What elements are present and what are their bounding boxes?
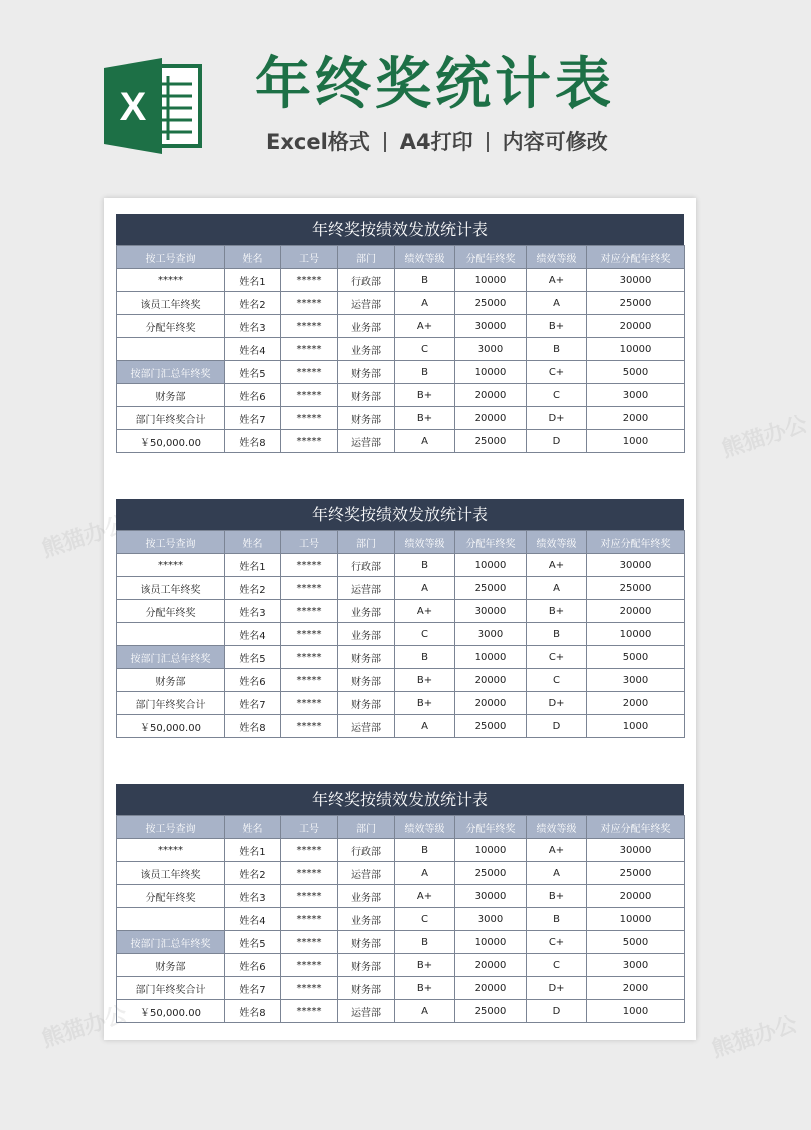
table-cell: ***** xyxy=(281,361,338,384)
table-cell: B xyxy=(395,269,455,292)
column-header: 对应分配年终奖 xyxy=(587,531,685,554)
table-cell: 财务部 xyxy=(338,361,395,384)
table-cell: ***** xyxy=(281,954,338,977)
table-row xyxy=(117,885,685,908)
table-cell[interactable]: 分配年终奖 xyxy=(117,885,225,908)
table-cell: 25000 xyxy=(455,1000,527,1023)
table-cell: 业务部 xyxy=(338,338,395,361)
table-cell: 25000 xyxy=(455,430,527,453)
table-cell[interactable]: 该员工年终奖 xyxy=(117,292,225,315)
table-cell: ***** xyxy=(281,977,338,1000)
table-cell: 姓名1 xyxy=(225,554,281,577)
table-cell: 5000 xyxy=(587,361,685,384)
table-cell: A+ xyxy=(527,269,587,292)
table-cell: 1000 xyxy=(587,715,685,738)
table-row xyxy=(117,931,685,954)
table-header-row xyxy=(117,531,685,554)
column-header: 部门 xyxy=(338,816,395,839)
table-cell[interactable]: 按部门汇总年终奖 xyxy=(117,931,225,954)
table-row xyxy=(117,692,685,715)
table-header-row xyxy=(117,246,685,269)
column-header: 对应分配年终奖 xyxy=(587,246,685,269)
table-cell: 姓名4 xyxy=(225,338,281,361)
table-row xyxy=(117,269,685,292)
table-cell: ***** xyxy=(281,384,338,407)
table-row xyxy=(117,715,685,738)
table-cell: 25000 xyxy=(587,577,685,600)
table-cell[interactable]: ***** xyxy=(117,839,225,862)
table-cell[interactable]: ￥50,000.00 xyxy=(117,1000,225,1023)
table-cell: ***** xyxy=(281,554,338,577)
table-cell: 姓名2 xyxy=(225,292,281,315)
table-cell: B+ xyxy=(395,407,455,430)
table-cell: 运营部 xyxy=(338,430,395,453)
table-cell: A xyxy=(527,862,587,885)
table-cell: 姓名5 xyxy=(225,361,281,384)
bonus-table xyxy=(116,815,685,1023)
table-cell: 30000 xyxy=(587,269,685,292)
page-header xyxy=(0,0,800,190)
table-cell: 10000 xyxy=(455,931,527,954)
table-cell: 姓名3 xyxy=(225,885,281,908)
table-cell: 30000 xyxy=(455,885,527,908)
watermark: 熊猫办公 xyxy=(38,511,131,563)
table-cell[interactable]: 分配年终奖 xyxy=(117,600,225,623)
table-cell: 25000 xyxy=(587,862,685,885)
watermark: 熊猫办公 xyxy=(708,1011,801,1063)
table-cell: A xyxy=(395,292,455,315)
table-cell: 20000 xyxy=(587,315,685,338)
table-cell: B xyxy=(395,554,455,577)
column-header: 分配年终奖 xyxy=(455,246,527,269)
table-cell: 姓名2 xyxy=(225,577,281,600)
table-row xyxy=(117,862,685,885)
table-cell: A+ xyxy=(395,315,455,338)
table-cell[interactable]: 该员工年终奖 xyxy=(117,577,225,600)
table-cell[interactable]: ￥50,000.00 xyxy=(117,430,225,453)
table-cell: 20000 xyxy=(455,954,527,977)
table-cell: C+ xyxy=(527,931,587,954)
table-cell[interactable] xyxy=(117,623,225,646)
table-row xyxy=(117,839,685,862)
table-cell: 10000 xyxy=(587,338,685,361)
table-row xyxy=(117,361,685,384)
column-header: 按工号查询 xyxy=(117,816,225,839)
table-cell[interactable]: 该员工年终奖 xyxy=(117,862,225,885)
table-cell: 3000 xyxy=(455,908,527,931)
table-cell: 2000 xyxy=(587,977,685,1000)
table-cell: A xyxy=(527,577,587,600)
table-cell: 行政部 xyxy=(338,839,395,862)
table-cell: 姓名7 xyxy=(225,407,281,430)
page-title: 年终奖统计表 xyxy=(255,52,615,117)
table-cell: 10000 xyxy=(587,623,685,646)
column-header: 绩效等级 xyxy=(395,246,455,269)
table-cell: 财务部 xyxy=(338,669,395,692)
table-cell: 20000 xyxy=(455,692,527,715)
table-cell[interactable]: 按部门汇总年终奖 xyxy=(117,361,225,384)
table-cell: ***** xyxy=(281,577,338,600)
table-cell: 姓名3 xyxy=(225,600,281,623)
table-cell: ***** xyxy=(281,885,338,908)
table-cell[interactable]: ***** xyxy=(117,269,225,292)
sheet-title: 年终奖按绩效发放统计表 xyxy=(116,214,684,245)
excel-logo-icon xyxy=(104,58,204,154)
table-cell: 财务部 xyxy=(338,977,395,1000)
watermark: 熊猫办公 xyxy=(38,1001,131,1053)
table-cell: A xyxy=(395,715,455,738)
subtitle-print: A4打印 xyxy=(399,130,473,154)
table-row xyxy=(117,1000,685,1023)
table-cell: 财务部 xyxy=(338,646,395,669)
table-cell: B xyxy=(395,646,455,669)
subtitle xyxy=(266,127,608,157)
table-cell[interactable]: 部门年终奖合计 xyxy=(117,977,225,1000)
column-header: 姓名 xyxy=(225,246,281,269)
table-cell: A xyxy=(395,862,455,885)
table-cell: 3000 xyxy=(587,384,685,407)
bonus-sheet xyxy=(116,499,684,738)
table-cell: 姓名8 xyxy=(225,1000,281,1023)
table-cell: 30000 xyxy=(587,554,685,577)
table-cell: 姓名6 xyxy=(225,669,281,692)
table-cell: C xyxy=(527,669,587,692)
table-cell: ***** xyxy=(281,931,338,954)
column-header: 姓名 xyxy=(225,816,281,839)
table-cell: 行政部 xyxy=(338,554,395,577)
column-header: 分配年终奖 xyxy=(455,816,527,839)
table-cell: 25000 xyxy=(455,715,527,738)
column-header: 部门 xyxy=(338,246,395,269)
table-row xyxy=(117,577,685,600)
table-cell: 姓名8 xyxy=(225,715,281,738)
table-cell: C+ xyxy=(527,361,587,384)
table-cell: 财务部 xyxy=(338,384,395,407)
table-cell: 业务部 xyxy=(338,908,395,931)
table-cell[interactable]: 财务部 xyxy=(117,954,225,977)
table-cell: A xyxy=(395,1000,455,1023)
table-cell: 10000 xyxy=(455,361,527,384)
table-cell: 业务部 xyxy=(338,623,395,646)
table-cell: 30000 xyxy=(587,839,685,862)
column-header: 姓名 xyxy=(225,531,281,554)
table-cell: 运营部 xyxy=(338,577,395,600)
table-header-row xyxy=(117,816,685,839)
table-cell: 姓名8 xyxy=(225,430,281,453)
table-cell: 运营部 xyxy=(338,862,395,885)
table-cell: B+ xyxy=(527,600,587,623)
table-cell[interactable]: ￥50,000.00 xyxy=(117,715,225,738)
table-cell: 30000 xyxy=(455,600,527,623)
table-cell: 运营部 xyxy=(338,292,395,315)
table-cell: 2000 xyxy=(587,407,685,430)
table-row xyxy=(117,600,685,623)
table-cell: A+ xyxy=(527,839,587,862)
table-cell: 25000 xyxy=(587,292,685,315)
table-cell: 姓名7 xyxy=(225,692,281,715)
table-cell: B xyxy=(527,623,587,646)
table-cell: B xyxy=(527,908,587,931)
column-header: 绩效等级 xyxy=(395,816,455,839)
table-row xyxy=(117,292,685,315)
table-row xyxy=(117,977,685,1000)
table-cell[interactable]: 财务部 xyxy=(117,669,225,692)
watermark: 熊猫办公 xyxy=(718,411,811,463)
table-cell: 姓名3 xyxy=(225,315,281,338)
table-cell: ***** xyxy=(281,862,338,885)
table-cell: 财务部 xyxy=(338,931,395,954)
table-cell: D+ xyxy=(527,692,587,715)
table-cell: 业务部 xyxy=(338,600,395,623)
table-cell[interactable]: 部门年终奖合计 xyxy=(117,692,225,715)
bonus-sheet xyxy=(116,784,684,1023)
table-cell: B+ xyxy=(527,315,587,338)
table-cell: 姓名6 xyxy=(225,954,281,977)
table-cell[interactable] xyxy=(117,338,225,361)
table-cell: 行政部 xyxy=(338,269,395,292)
table-row xyxy=(117,384,685,407)
table-cell: B+ xyxy=(395,692,455,715)
table-cell: 姓名7 xyxy=(225,977,281,1000)
table-cell: ***** xyxy=(281,646,338,669)
table-cell: C xyxy=(395,908,455,931)
table-cell: D xyxy=(527,430,587,453)
table-row xyxy=(117,338,685,361)
table-cell: D xyxy=(527,1000,587,1023)
table-cell: ***** xyxy=(281,292,338,315)
bonus-table xyxy=(116,245,685,453)
table-cell: 10000 xyxy=(455,646,527,669)
table-cell: 财务部 xyxy=(338,692,395,715)
table-cell: 姓名4 xyxy=(225,623,281,646)
table-cell[interactable]: 部门年终奖合计 xyxy=(117,407,225,430)
column-header: 对应分配年终奖 xyxy=(587,816,685,839)
table-cell: A+ xyxy=(395,885,455,908)
table-cell: 姓名6 xyxy=(225,384,281,407)
table-cell: 10000 xyxy=(587,908,685,931)
table-cell: A+ xyxy=(527,554,587,577)
sheet-title: 年终奖按绩效发放统计表 xyxy=(116,784,684,815)
table-cell: ***** xyxy=(281,692,338,715)
table-cell: 1000 xyxy=(587,1000,685,1023)
table-cell: ***** xyxy=(281,715,338,738)
table-row xyxy=(117,908,685,931)
table-cell: 10000 xyxy=(455,554,527,577)
table-cell: 30000 xyxy=(455,315,527,338)
column-header: 工号 xyxy=(281,531,338,554)
table-cell[interactable]: 按部门汇总年终奖 xyxy=(117,646,225,669)
column-header: 绩效等级 xyxy=(395,531,455,554)
table-cell: B+ xyxy=(395,384,455,407)
table-cell: C xyxy=(395,338,455,361)
sheet-title: 年终奖按绩效发放统计表 xyxy=(116,499,684,530)
table-row xyxy=(117,623,685,646)
logo-letter: X xyxy=(119,85,147,129)
table-cell: B+ xyxy=(395,954,455,977)
column-header: 工号 xyxy=(281,816,338,839)
table-cell: B xyxy=(395,839,455,862)
table-cell: 3000 xyxy=(587,669,685,692)
subtitle-editable: 内容可修改 xyxy=(502,130,608,154)
table-cell: ***** xyxy=(281,269,338,292)
table-cell: 20000 xyxy=(455,669,527,692)
table-cell: 1000 xyxy=(587,430,685,453)
table-row xyxy=(117,646,685,669)
bonus-table xyxy=(116,530,685,738)
column-header: 绩效等级 xyxy=(527,531,587,554)
column-header: 绩效等级 xyxy=(527,816,587,839)
table-cell: C xyxy=(527,384,587,407)
table-cell: C+ xyxy=(527,646,587,669)
table-cell: 25000 xyxy=(455,862,527,885)
table-cell: ***** xyxy=(281,338,338,361)
table-cell: 运营部 xyxy=(338,715,395,738)
table-cell[interactable]: ***** xyxy=(117,554,225,577)
separator xyxy=(487,132,489,152)
column-header: 工号 xyxy=(281,246,338,269)
table-cell: 25000 xyxy=(455,292,527,315)
separator xyxy=(384,132,386,152)
table-cell: ***** xyxy=(281,908,338,931)
column-header: 绩效等级 xyxy=(527,246,587,269)
table-cell: 20000 xyxy=(455,977,527,1000)
table-cell: 姓名5 xyxy=(225,646,281,669)
table-cell: B xyxy=(395,361,455,384)
table-cell: B+ xyxy=(395,669,455,692)
table-cell: A xyxy=(395,577,455,600)
table-cell: 20000 xyxy=(455,384,527,407)
column-header: 按工号查询 xyxy=(117,531,225,554)
table-cell: 5000 xyxy=(587,931,685,954)
table-cell: 财务部 xyxy=(338,407,395,430)
table-cell: 业务部 xyxy=(338,315,395,338)
table-row xyxy=(117,669,685,692)
table-cell: 姓名4 xyxy=(225,908,281,931)
table-cell: 25000 xyxy=(455,577,527,600)
table-cell: C xyxy=(527,954,587,977)
table-cell: 3000 xyxy=(587,954,685,977)
table-cell: D+ xyxy=(527,977,587,1000)
table-cell[interactable]: 分配年终奖 xyxy=(117,315,225,338)
table-row xyxy=(117,315,685,338)
table-cell: ***** xyxy=(281,600,338,623)
table-cell: 业务部 xyxy=(338,885,395,908)
table-cell: 10000 xyxy=(455,839,527,862)
table-row xyxy=(117,954,685,977)
table-cell: A xyxy=(527,292,587,315)
table-row xyxy=(117,430,685,453)
table-cell: 运营部 xyxy=(338,1000,395,1023)
table-cell: 姓名1 xyxy=(225,839,281,862)
table-cell: ***** xyxy=(281,669,338,692)
table-row xyxy=(117,554,685,577)
table-cell: 3000 xyxy=(455,338,527,361)
table-cell: C xyxy=(395,623,455,646)
table-cell: 20000 xyxy=(587,600,685,623)
column-header: 部门 xyxy=(338,531,395,554)
table-cell: 20000 xyxy=(455,407,527,430)
table-cell: A xyxy=(395,430,455,453)
table-cell: 姓名5 xyxy=(225,931,281,954)
table-cell: B xyxy=(527,338,587,361)
bonus-sheet xyxy=(116,214,684,453)
table-row xyxy=(117,407,685,430)
table-cell: 3000 xyxy=(455,623,527,646)
table-cell: B xyxy=(395,931,455,954)
table-cell: B+ xyxy=(527,885,587,908)
table-cell: ***** xyxy=(281,407,338,430)
table-cell: ***** xyxy=(281,430,338,453)
table-cell: 姓名2 xyxy=(225,862,281,885)
table-cell: 2000 xyxy=(587,692,685,715)
column-header: 分配年终奖 xyxy=(455,531,527,554)
column-header: 按工号查询 xyxy=(117,246,225,269)
table-cell: ***** xyxy=(281,1000,338,1023)
table-cell: 20000 xyxy=(587,885,685,908)
table-cell: 5000 xyxy=(587,646,685,669)
table-cell: ***** xyxy=(281,839,338,862)
subtitle-format: Excel格式 xyxy=(266,130,370,154)
table-cell: D+ xyxy=(527,407,587,430)
table-cell: 姓名1 xyxy=(225,269,281,292)
table-cell: 财务部 xyxy=(338,954,395,977)
table-cell: A+ xyxy=(395,600,455,623)
table-cell: D xyxy=(527,715,587,738)
table-cell: B+ xyxy=(395,977,455,1000)
table-cell: ***** xyxy=(281,315,338,338)
table-cell[interactable]: 财务部 xyxy=(117,384,225,407)
table-cell: 10000 xyxy=(455,269,527,292)
table-cell[interactable] xyxy=(117,908,225,931)
table-cell: ***** xyxy=(281,623,338,646)
